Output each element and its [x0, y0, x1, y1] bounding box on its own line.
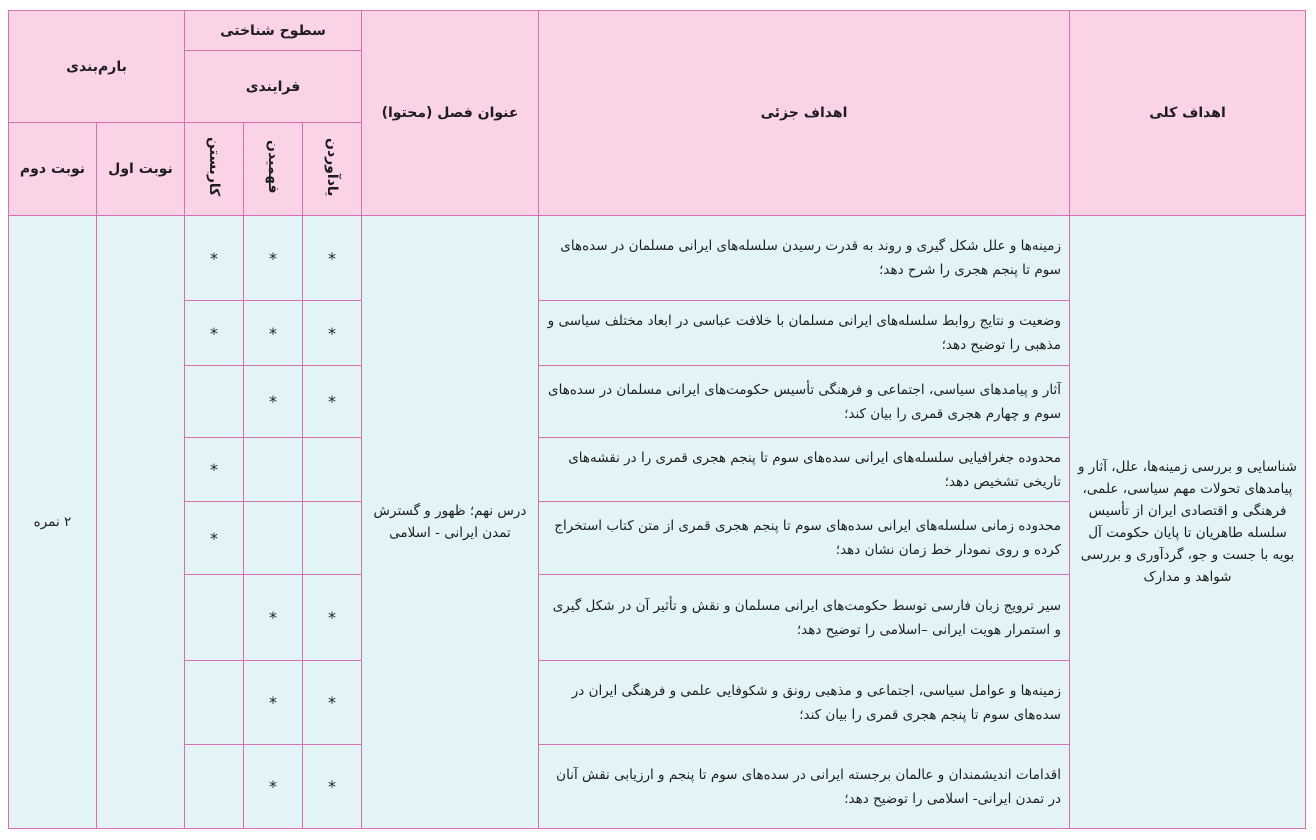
first-term-score-cell: [97, 216, 185, 829]
objective-cell: زمینه‌ها و عوامل سیاسی، اجتماعی و مذهبی رونق و شکوفایی علمی و فرهنگی ایران در سده‌های سوم تا پنجم هجری قمری را بیان کند؛: [539, 661, 1070, 745]
mark-apply: [185, 575, 244, 661]
mark-apply: *: [185, 502, 244, 575]
mark-apply: *: [185, 301, 244, 366]
header-chapter-title: عنوان فصل (محتوا): [362, 11, 539, 216]
header-scoring: بارم‌بندی: [9, 11, 185, 123]
objective-cell: محدوده جغرافیایی سلسله‌های ایرانی سده‌های سوم تا پنجم هجری قمری را در نقشه‌های تاریخی تشخیص دهد؛: [539, 438, 1070, 502]
header-understanding-label: فهمیدن: [265, 140, 281, 194]
header-first-term: نوبت اول: [97, 123, 185, 216]
mark-understand: *: [244, 216, 303, 301]
objective-cell: محدوده زمانی سلسله‌های ایرانی سده‌های سوم تا پنجم هجری قمری از متن کتاب استخراج کرده و روی نمودار خط زمان نشان دهد؛: [539, 502, 1070, 575]
mark-apply: *: [185, 438, 244, 502]
objective-cell: وضعیت و نتایج روابط سلسله‌های ایرانی مسلمان با خلافت عباسی در ابعاد مختلف سیاسی و مذهبی را توضیح دهد؛: [539, 301, 1070, 366]
mark-remember: *: [303, 301, 362, 366]
header-applying: [185, 123, 244, 216]
mark-apply: [185, 745, 244, 829]
header-remembering-label: یادآوردن: [324, 137, 340, 197]
mark-understand: [244, 438, 303, 502]
mark-understand: *: [244, 301, 303, 366]
header-applying-label: کاربستن: [206, 137, 222, 197]
mark-remember: *: [303, 575, 362, 661]
objective-cell: سیر ترویج زبان فارسی توسط حکومت‌های ایرانی مسلمان و نقش و تأثیر آن در شکل گیری و استمرار هویت ایرانی –اسلامی را توضیح دهد؛: [539, 575, 1070, 661]
chapter-cell: درس نهم؛ ظهور و گسترش تمدن ایرانی - اسلامی: [362, 216, 539, 829]
mark-remember: *: [303, 216, 362, 301]
header-second-term: نوبت دوم: [9, 123, 97, 216]
header-understanding: [244, 123, 303, 216]
header-process: فرایندی: [185, 51, 362, 123]
mark-understand: *: [244, 745, 303, 829]
mark-remember: *: [303, 745, 362, 829]
mark-apply: *: [185, 216, 244, 301]
mark-remember: *: [303, 661, 362, 745]
header-remembering: [303, 123, 362, 216]
mark-remember: [303, 502, 362, 575]
header-cognitive-levels: سطوح شناختی: [185, 11, 362, 51]
mark-remember: *: [303, 366, 362, 438]
mark-apply: [185, 661, 244, 745]
objective-cell: اقدامات اندیشمندان و عالمان برجسته ایرانی در سده‌های سوم تا پنجم و ارزیابی نقش آنان در تمدن ایرانی- اسلامی را توضیح دهد؛: [539, 745, 1070, 829]
general-goal-cell: شناسایی و بررسی زمینه‌ها، علل، آثار و پیامدهای تحولات مهم سیاسی، علمی، فرهنگی و اقتصادی ایران از تأسیس سلسله طاهریان تا پایان حکومت آل بویه با جست و جو، گردآوری و بررسی شواهد و مدارک: [1070, 216, 1306, 829]
mark-apply: [185, 366, 244, 438]
mark-remember: [303, 438, 362, 502]
mark-understand: *: [244, 661, 303, 745]
header-general-goals: اهداف کلی: [1070, 11, 1306, 216]
objective-cell: آثار و پیامدهای سیاسی، اجتماعی و فرهنگی تأسیس حکومت‌های ایرانی مسلمان در سده‌های سوم و چهارم هجری قمری را بیان کند؛: [539, 366, 1070, 438]
mark-understand: *: [244, 575, 303, 661]
header-specific-goals: اهداف جزئی: [539, 11, 1070, 216]
mark-understand: *: [244, 366, 303, 438]
mark-understand: [244, 502, 303, 575]
table-row: [9, 216, 1306, 301]
second-term-score-cell: ۲ نمره: [9, 216, 97, 829]
objective-cell: زمینه‌ها و علل شکل گیری و روند به قدرت رسیدن سلسله‌های ایرانی مسلمان در سده‌های سوم تا پنجم هجری را شرح دهد؛: [539, 216, 1070, 301]
objectives-table: [8, 10, 1306, 829]
